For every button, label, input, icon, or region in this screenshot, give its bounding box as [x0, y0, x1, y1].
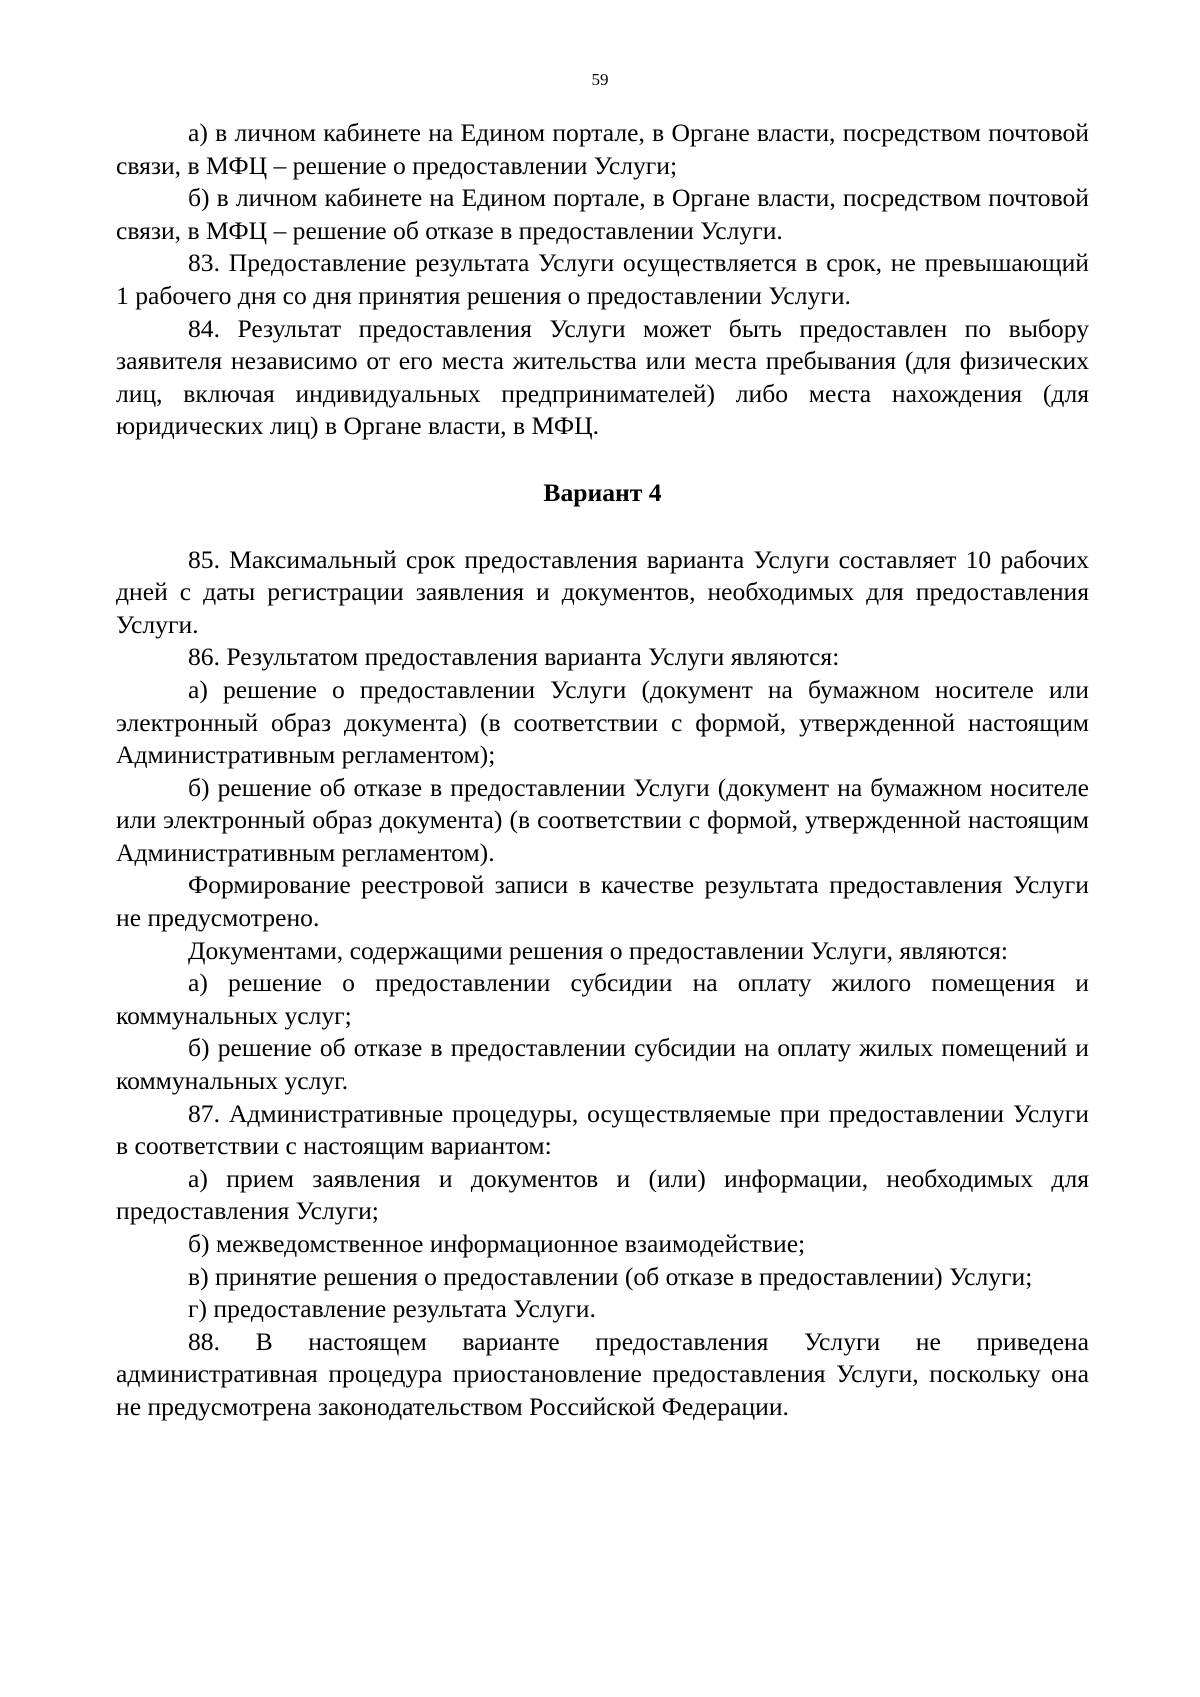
paragraph-86-b: б) решение об отказе в предоставлении Услуги (документ на бумажном носителе или электронный образ документа) (в соответствии с формой, утвержденной настоящим Административным регламентом). — [116, 772, 1089, 867]
document-body — [116, 117, 1089, 1424]
paragraph-84: 84. Результат предоставления Услуги может быть предоставлен по выбору заявителя независимо от его места жительства или места пребывания (для физических лиц, включая индивидуальных предпринимателей) либо места нахождения (для юридических лиц) в Органе власти, в МФЦ. — [116, 313, 1089, 441]
paragraph-86-a: а) решение о предоставлении Услуги (документ на бумажном носителе или электронный образ документа) (в соответствии с формой, утвержденной настоящим Административным регламентом); — [116, 674, 1089, 770]
paragraph-decision-documents: Документами, содержащими решения о предоставлении Услуги, являются: — [188, 935, 1009, 965]
paragraph-86: 86. Результатом предоставления варианта Услуги являются: — [188, 642, 840, 672]
paragraph-87-d: г) предоставление результата Услуги. — [188, 1294, 596, 1324]
paragraph-87-c: в) принятие решения о предоставлении (об отказе в предоставлении) Услуги; — [188, 1261, 1033, 1291]
paragraph-83: 83. Предоставление результата Услуги осуществляется в срок, не превышающий 1 рабочего дня со дня принятия решения о предоставлении Услуги. — [116, 248, 1089, 310]
paragraph-registry-record: Формирование реестровой записи в качестве результата предоставления Услуги не предусмотрено. — [116, 870, 1089, 933]
paragraph-decision-b: б) решение об отказе в предоставлении субсидии на оплату жилых помещений и коммунальных услуг. — [116, 1033, 1089, 1096]
paragraph-87: 87. Административные процедуры, осуществляемые при предоставлении Услуги в соответствии с настоящим вариантом: — [116, 1098, 1089, 1161]
section-heading: Вариант 4 — [543, 477, 662, 507]
paragraph-b-personal-account-refusal: б) в личном кабинете на Едином портале, в Органе власти, посредством почтовой связи, в МФЦ – решение об отказе в предоставлении Услуги. — [116, 183, 1089, 245]
paragraph-88: 88. В настоящем варианте предоставления Услуги не приведена административная процедура приостановление предоставления Услуги, поскольку она не предусмотрена законодательством Российской Федерации. — [116, 1326, 1089, 1421]
paragraph-decision-a: а) решение о предоставлении субсидии на оплату жилого помещения и коммунальных услуг; — [116, 968, 1089, 1030]
paragraph-87-b: б) межведомственное информационное взаимодействие; — [188, 1229, 806, 1258]
page-number: 59 — [591, 70, 609, 89]
paragraph-a-personal-account-approval: а) в личном кабинете на Едином портале, в Органе власти, посредством почтовой связи, в МФЦ – решение о предоставлении Услуги; — [116, 118, 1089, 180]
paragraph-87-a: а) прием заявления и документов и (или) информации, необходимых для предоставления Услуги; — [116, 1163, 1089, 1226]
paragraph-85: 85. Максимальный срок предоставления варианта Услуги составляет 10 рабочих дней с даты регистрации заявления и документов, необходимых для предоставления Услуги. — [116, 544, 1089, 639]
